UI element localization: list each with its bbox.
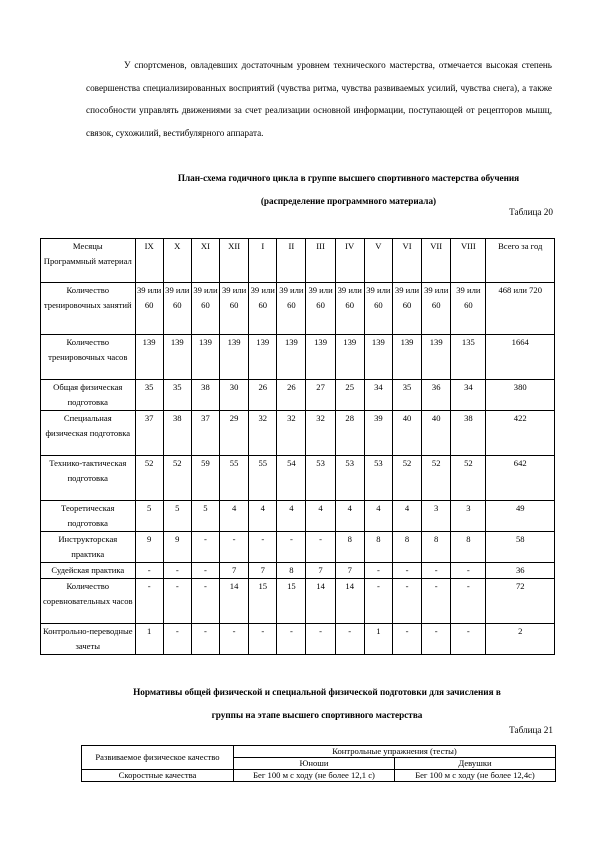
table20-cell: 52 <box>422 456 451 501</box>
table20-total-cell: 49 <box>486 501 555 532</box>
table20-cell: 139 <box>364 335 392 380</box>
table20-cell: 5 <box>191 501 219 532</box>
table20-total-cell: 468 или 720 <box>486 283 555 335</box>
table20-cell: 40 <box>422 411 451 456</box>
table20-month-header: VIII <box>451 239 486 283</box>
table20-cell: 28 <box>335 411 364 456</box>
table20-cell: 35 <box>163 380 191 411</box>
table20-cell: 38 <box>191 380 219 411</box>
table20-cell: - <box>249 624 277 655</box>
table20-cell: 8 <box>364 532 392 563</box>
table21 <box>81 745 556 782</box>
table20-cell: 4 <box>335 501 364 532</box>
table20-cell: - <box>220 624 249 655</box>
table20-cell: - <box>422 624 451 655</box>
table20-total-cell: 36 <box>486 563 555 579</box>
table20-month-header: VI <box>392 239 421 283</box>
table20-cell: 139 <box>277 335 306 380</box>
table20-cell: - <box>306 624 335 655</box>
table20-cell: 37 <box>135 411 163 456</box>
table20-cell: 53 <box>335 456 364 501</box>
table20-cell: 39 или 60 <box>422 283 451 335</box>
table21-col-boys: Юноши <box>234 758 395 770</box>
table20-row <box>41 456 555 501</box>
table20-cell: 39 или 60 <box>364 283 392 335</box>
table20-row-label: Инструкторская практика <box>41 532 136 563</box>
table20-cell: 52 <box>392 456 421 501</box>
table20-cell: - <box>451 563 486 579</box>
table21-title-line1: Нормативы общей физической и специальной физической подготовки для зачисления в <box>133 687 501 697</box>
table20-cell: - <box>191 532 219 563</box>
table20-cell: 38 <box>451 411 486 456</box>
intro-paragraph: У спортсменов, овладевших достаточным уровнем технического мастерства, отмечается высокая степень совершенства специализированных восприятий (чувства ритма, чувства развиваемых усилий, чувства снега), а также способности управлять движениями за счет реализации основной информации, поступающей от рецепторов мышц, связок, сухожилий, вестибулярного аппарата. <box>86 60 552 138</box>
table20-cell: - <box>451 624 486 655</box>
table20-row-label: Технико-тактическая подготовка <box>41 456 136 501</box>
table20-month-header: III <box>306 239 335 283</box>
table20-row-label: Количество тренировочных часов <box>41 335 136 380</box>
table20-cell: - <box>306 532 335 563</box>
table20-cell: 7 <box>249 563 277 579</box>
table20-header-material: Программный материал <box>43 256 132 266</box>
table20-cell: 34 <box>364 380 392 411</box>
table20-row <box>41 283 555 335</box>
table20-cell: 39 или 60 <box>249 283 277 335</box>
table20-month-header: II <box>277 239 306 283</box>
table20-cell: - <box>163 563 191 579</box>
table21-col-girls: Девушки <box>395 758 556 770</box>
table21-label: Таблица 21 <box>509 725 553 735</box>
table20-cell: 8 <box>335 532 364 563</box>
table20-cell: 4 <box>249 501 277 532</box>
table20-cell: 14 <box>306 579 335 624</box>
table20-cell: - <box>392 624 421 655</box>
table20-cell: - <box>135 579 163 624</box>
table20-cell: 52 <box>163 456 191 501</box>
table20-cell: 52 <box>135 456 163 501</box>
table20-cell: 39 или 60 <box>392 283 421 335</box>
table20-label: Таблица 20 <box>509 207 553 217</box>
table20-row-label: Судейская практика <box>41 563 136 579</box>
table20-row <box>41 501 555 532</box>
table20-cell: 53 <box>306 456 335 501</box>
table20-cell: 3 <box>422 501 451 532</box>
table20-cell: 8 <box>392 532 421 563</box>
table20-cell: 4 <box>220 501 249 532</box>
table21-row-boys: Бег 100 м с ходу (не более 12,1 с) <box>234 770 395 782</box>
table20-cell: 4 <box>306 501 335 532</box>
table20-cell: 7 <box>306 563 335 579</box>
table20-cell: 40 <box>392 411 421 456</box>
table20-cell: - <box>392 563 421 579</box>
table20-cell: 36 <box>422 380 451 411</box>
table20-cell: 139 <box>392 335 421 380</box>
table20-cell: 139 <box>306 335 335 380</box>
table20-cell: 54 <box>277 456 306 501</box>
table20-cell: - <box>277 624 306 655</box>
table20-total-header: Всего за год <box>486 239 555 283</box>
table20-row-label: Количество соревновательных часов <box>41 579 136 624</box>
table20-header-months: Месяцы <box>72 241 103 251</box>
table20-cell: 139 <box>163 335 191 380</box>
table20-month-header: I <box>249 239 277 283</box>
table20-cell: 5 <box>163 501 191 532</box>
table20-cell: 38 <box>163 411 191 456</box>
table20-cell: - <box>191 563 219 579</box>
table20-row <box>41 380 555 411</box>
table20-cell: - <box>364 563 392 579</box>
table20-total-cell: 422 <box>486 411 555 456</box>
table20-total-cell: 2 <box>486 624 555 655</box>
table20-month-header: XI <box>191 239 219 283</box>
table21-title-line2: группы на этапе высшего спортивного мастерства <box>211 710 423 720</box>
table20-cell: 3 <box>451 501 486 532</box>
table20-cell: 4 <box>392 501 421 532</box>
table20-cell: 39 <box>364 411 392 456</box>
table20-cell: 30 <box>220 380 249 411</box>
table20-cell: 52 <box>451 456 486 501</box>
table20-cell: 14 <box>335 579 364 624</box>
table20-cell: - <box>335 624 364 655</box>
table20-cell: - <box>392 579 421 624</box>
table20-cell: 139 <box>220 335 249 380</box>
table20-cell: 7 <box>220 563 249 579</box>
table20-month-header: IV <box>335 239 364 283</box>
table20-header-row <box>41 239 555 283</box>
table20-month-header: V <box>364 239 392 283</box>
table20-row-label: Количество тренировочных занятий <box>41 283 136 335</box>
table20-cell: 15 <box>249 579 277 624</box>
table20-cell: - <box>191 579 219 624</box>
table20-cell: 32 <box>306 411 335 456</box>
table20-cell: 25 <box>335 380 364 411</box>
table20-row-label: Специальная физическая подготовка <box>41 411 136 456</box>
table20-cell: - <box>277 532 306 563</box>
table20-cell: 59 <box>191 456 219 501</box>
table20-cell: 55 <box>249 456 277 501</box>
table20-month-header: IX <box>135 239 163 283</box>
table20-cell: - <box>451 579 486 624</box>
table20-cell: - <box>364 579 392 624</box>
table21-row <box>82 770 556 782</box>
table20-title-line1: План-схема годичного цикла в группе высшего спортивного мастерства обучения <box>177 173 520 183</box>
table20-cell: - <box>249 532 277 563</box>
table20-cell: 53 <box>364 456 392 501</box>
table20-cell: 27 <box>306 380 335 411</box>
table20-cell: 15 <box>277 579 306 624</box>
table20 <box>40 238 555 655</box>
table20-cell: - <box>422 563 451 579</box>
table20-cell: 29 <box>220 411 249 456</box>
table20-month-header: XII <box>220 239 249 283</box>
table20-total-cell: 72 <box>486 579 555 624</box>
table20-cell: 8 <box>422 532 451 563</box>
table21-col-quality: Развиваемое физическое качество <box>82 746 234 770</box>
table21-row-girls: Бег 100 м с ходу (не более 12,4с) <box>395 770 556 782</box>
table20-row <box>41 563 555 579</box>
table20-cell: 55 <box>220 456 249 501</box>
table20-row <box>41 624 555 655</box>
table20-header-label <box>41 239 136 283</box>
table20-cell: 39 или 60 <box>135 283 163 335</box>
table20-cell: - <box>422 579 451 624</box>
table20-row <box>41 411 555 456</box>
table20-cell: - <box>163 624 191 655</box>
table20-cell: 39 или 60 <box>335 283 364 335</box>
table20-cell: 26 <box>249 380 277 411</box>
table20-cell: 139 <box>249 335 277 380</box>
table20-cell: 139 <box>422 335 451 380</box>
table20-cell: 39 или 60 <box>451 283 486 335</box>
table20-total-cell: 58 <box>486 532 555 563</box>
table20-cell: - <box>220 532 249 563</box>
table20-month-header: X <box>163 239 191 283</box>
table20-row <box>41 532 555 563</box>
table20-total-cell: 642 <box>486 456 555 501</box>
table20-row-label: Теоретическая подготовка <box>41 501 136 532</box>
table20-cell: 35 <box>392 380 421 411</box>
table21-title <box>92 681 542 727</box>
table20-row-label: Общая физическая подготовка <box>41 380 136 411</box>
table20-cell: 32 <box>277 411 306 456</box>
table20-cell: 7 <box>335 563 364 579</box>
table20-cell: - <box>191 624 219 655</box>
table20-cell: 139 <box>135 335 163 380</box>
table20-cell: 39 или 60 <box>220 283 249 335</box>
table20-cell: 37 <box>191 411 219 456</box>
table20-cell: 32 <box>249 411 277 456</box>
table21-col-tests: Контрольные упражнения (тесты) <box>234 746 556 758</box>
table20-cell: 139 <box>191 335 219 380</box>
table20-cell: 8 <box>277 563 306 579</box>
table20-cell: 39 или 60 <box>277 283 306 335</box>
table20-cell: 1 <box>364 624 392 655</box>
table20-cell: 8 <box>451 532 486 563</box>
table20-cell: 9 <box>163 532 191 563</box>
table20-cell: 39 или 60 <box>163 283 191 335</box>
table20-cell: 139 <box>335 335 364 380</box>
table20-total-cell: 1664 <box>486 335 555 380</box>
table20-cell: 39 или 60 <box>191 283 219 335</box>
table20-row <box>41 335 555 380</box>
table20-cell: 135 <box>451 335 486 380</box>
table20-row <box>41 579 555 624</box>
table20-cell: 1 <box>135 624 163 655</box>
table20-cell: 35 <box>135 380 163 411</box>
table21-row-quality: Скоростные качества <box>82 770 234 782</box>
table20-cell: 4 <box>364 501 392 532</box>
table20-month-header: VII <box>422 239 451 283</box>
table20-cell: - <box>135 563 163 579</box>
table20-title-line2: (распределение программного материала) <box>260 196 437 206</box>
table20-cell: 9 <box>135 532 163 563</box>
table20-cell: 4 <box>277 501 306 532</box>
table20-cell: 14 <box>220 579 249 624</box>
table21-header-row <box>82 746 556 758</box>
table20-cell: 34 <box>451 380 486 411</box>
table20-cell: 39 или 60 <box>306 283 335 335</box>
table20-row-label: Контрольно-переводные зачеты <box>41 624 136 655</box>
table20-cell: 26 <box>277 380 306 411</box>
table20-cell: - <box>163 579 191 624</box>
table20-cell: 5 <box>135 501 163 532</box>
table20-total-cell: 380 <box>486 380 555 411</box>
